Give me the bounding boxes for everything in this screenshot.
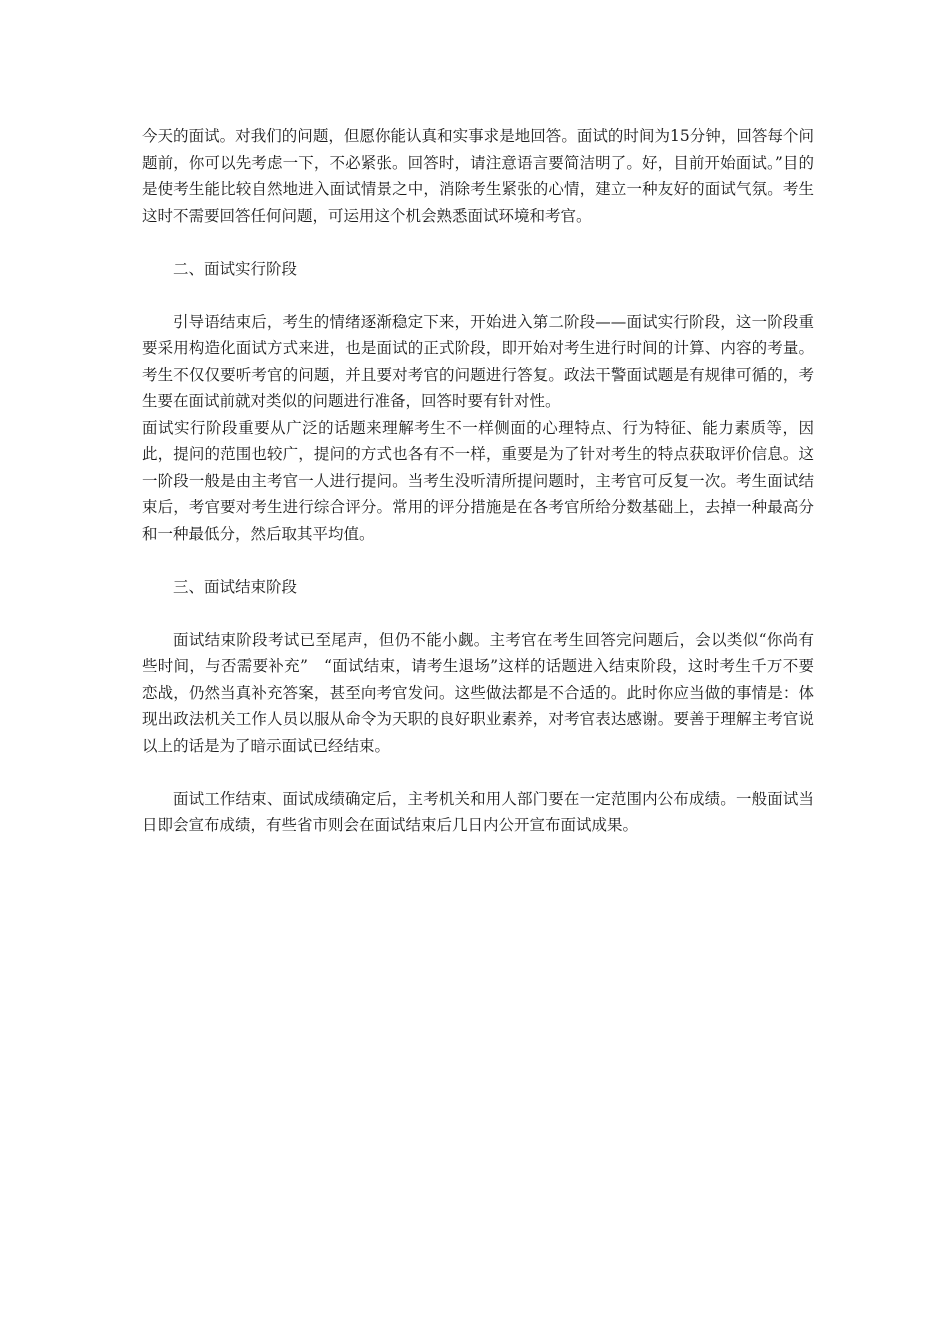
- paragraph-interview-intro: 今天的面试。对我们的问题，但愿你能认真和实事求是地回答。面试的时间为15分钟，回答每个问题前，你可以先考虑一下，不必紧张。回答时，请注意语言要简洁明了。好，目前开始面试。”目的是使考生能比较自然地进入面试情景之中，消除考生紧张的心情，建立一种友好的面试气氛。考生这时不需要回答任何问题，可运用这个机会熟悉面试环境和考官。: [142, 127, 814, 225]
- section-heading-implementation: 二、面试实行阶段: [173, 259, 298, 278]
- paragraph-gap: [142, 759, 814, 786]
- paragraph-gap: [142, 282, 814, 309]
- paragraph-implementation-stage: 引导语结束后，考生的情绪逐渐稳定下来，开始进入第二阶段——面试实行阶段，这一阶段重要采用构造化面试方式来进，也是面试的正式阶段，即开始对考生进行时间的计算、内容的考量。考生不仅仅要听考官的问题，并且要对考官的问题进行答复。政法干警面试题是有规律可循的，考生要在面试前就对类似的问题进行准备，回答时要有针对性。: [142, 312, 814, 410]
- paragraph-results: 面试工作结束、面试成绩确定后，主考机关和用人部门要在一定范围内公布成绩。一般面试当日即会宣布成绩，有些省市则会在面试结束后几日内公开宣布面试成果。: [142, 789, 814, 834]
- paragraph-gap: [142, 229, 814, 256]
- section-heading-ending: 三、面试结束阶段: [173, 577, 298, 596]
- paragraph-gap: [142, 600, 814, 627]
- document-page: [142, 123, 814, 839]
- paragraph-implementation-detail: 面试实行阶段重要从广泛的话题来理解考生不一样侧面的心理特点、行为特征、能力素质等，因此，提问的范围也较广，提问的方式也各有不一样，重要是为了针对考生的特点获取评价信息。这一阶段一般是由主考官一人进行提问。当考生没听清所提问题时，主考官可反复一次。考生面试结束后，考官要对考生进行综合评分。常用的评分措施是在各考官所给分数基础上，去掉一种最高分和一种最低分，然后取其平均值。: [142, 418, 814, 543]
- paragraph-gap: [142, 547, 814, 574]
- paragraph-ending-stage: 面试结束阶段考试已至尾声，但仍不能小觑。主考官在考生回答完问题后，会以类似“你尚有些时间，与否需要补充” “面试结束，请考生退场”这样的话题进入结束阶段，这时考生千万不要恋战，仍然当真补充答案，甚至向考官发问。这些做法都是不合适的。此时你应当做的事情是：体现出政法机关工作人员以服从命令为天职的良好职业素养，对考官表达感谢。要善于理解主考官说以上的话是为了暗示面试已经结束。: [142, 630, 814, 755]
